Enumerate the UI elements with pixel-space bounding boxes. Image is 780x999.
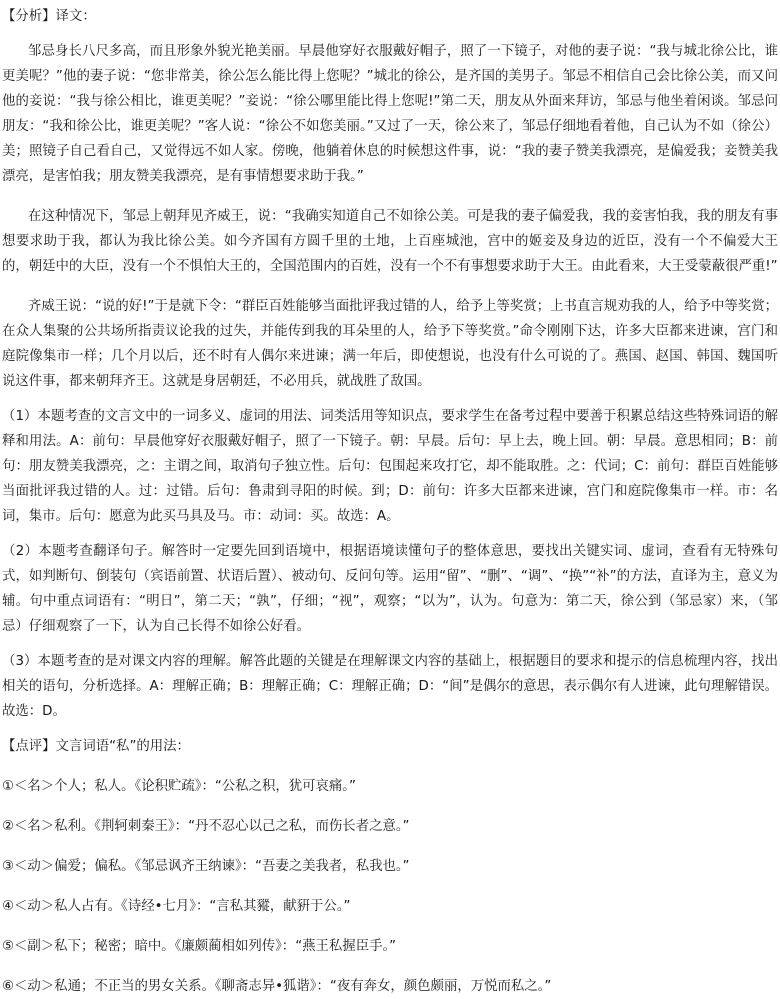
comment-item-4: ④＜动＞私人占有。《诗经•七月》：“言私其豵，献豣于公。” [2, 899, 351, 914]
translation-paragraph-2: 在这种情况下，邹忌上朝拜见齐威王，说：“我确实知道自己不如徐公美。可是我的妻子偏爱我，我的妾害怕我，我的朋友有事想要求助于我，都认为我比徐公美。如今齐国有方圆千里的土地，上百座城池，宫中的姬妾及身边的近臣，没有一个不偏爱大王的，朝廷中的大臣，没有一个不惧怕大王的，全国范围内的百姓，没有一个不有事想要求助于大王。由此看来，大王受蒙蔽很严重!” [2, 209, 778, 274]
translation-paragraph-3: 齐威王说：“说的好!”于是就下令：“群臣百姓能够当面批评我过错的人，给予上等奖赏；上书直言规劝我的人，给予中等奖赏；在众人集聚的公共场所指责议论我的过失，并能传到我的耳朵里的人，给予下等奖赏。”命令刚刚下达，许多大臣都来进谏，宫门和庭院像集市一样；几个月以后，还不时有人偶尔来进谏；满一年后，即使想说，也没有什么可说的了。燕国、赵国、韩国、魏国听说这件事，都来朝拜齐王。这就是身居朝廷，不必用兵，就战胜了敌国。 [2, 299, 778, 389]
answer-3: （3）本题考查的是对课文内容的理解。解答此题的关键是在理解课文内容的基础上，根据题目的要求和提示的信息梳理内容，找出相关的语句，分析选择。A：理解正确；B：理解正确；C：理解正确；D：“间”是偶尔的意思，表示偶尔有人进谏，此句理解错误。故选：D。 [2, 654, 778, 719]
comment-item-2: ②＜名＞私利。《荆轲刺秦王》：“丹不忍心以己之私，而伤长者之意。” [2, 819, 410, 834]
comment-header: 【点评】文言词语“私”的用法： [2, 739, 190, 754]
analysis-header: 【分析】译文： [2, 9, 96, 24]
comment-item-6: ⑥＜动＞私通；不正当的男女关系。《聊斋志异•狐谐》：“夜有奔女，颜色颇丽，万悦而私之。” [2, 979, 552, 994]
translation-paragraph-1: 邹忌身长八尺多高，而且形象外貌光艳美丽。早晨他穿好衣服戴好帽子，照了一下镜子，对他的妻子说：“我与城北徐公比，谁更美呢？”他的妻子说：“您非常美，徐公怎么能比得上您呢？”城北的徐公，是齐国的美男子。邹忌不相信自己会比徐公美，而又问他的妾说：“我与徐公相比，谁更美呢？”妾说：“徐公哪里能比得上您呢!”第二天，朋友从外面来拜访，邹忌与他坐着闲谈。邹忌问朋友：“我和徐公比，谁更美呢？”客人说：“徐公不如您美丽。”又过了一天，徐公来了，邹忌仔细地看着他，自己认为不如（徐公）美；照镜子自己看自己，又觉得远不如人家。傍晚，他躺着休息的时候想这件事，说：“我的妻子赞美我漂亮，是偏爱我；妾赞美我漂亮，是害怕我；朋友赞美我漂亮，是有事情想要求助于我。” [2, 44, 778, 184]
comment-item-3: ③＜动＞偏爱；偏私。《邹忌讽齐王纳谏》：“吾妻之美我者，私我也。” [2, 859, 410, 874]
answer-1: （1）本题考查的文言文中的一词多义、虚词的用法、词类活用等知识点，要求学生在备考过程中要善于积累总结这些特殊词语的解释和用法。A：前句：早晨他穿好衣服戴好帽子，照了一下镜子。朝：早晨。后句：早上去，晚上回。朝：早晨。意思相同；B：前句：朋友赞美我漂亮，之：主谓之间，取消句子独立性。后句：包围起来攻打它，却不能取胜。之：代词；C：前句：群臣百姓能够当面批评我过错的人。过：过错。后句：鲁肃到寻阳的时候。到；D：前句：许多大臣都来进谏，宫门和庭院像集市一样。市：名词，集市。后句：愿意为此买马具及马。市：动词：买。故选：A。 [2, 409, 778, 524]
answer-2: （2）本题考查翻译句子。解答时一定要先回到语境中，根据语境读懂句子的整体意思，要找出关键实词、虚词，查看有无特殊句式，如判断句、倒装句（宾语前置、状语后置）、被动句、反问句等。运用“留”、“删”、“调”、“换”“补”的方法，直译为主，意义为辅。句中重点词语有：“明日”，第二天；“孰”，仔细；“视”，观察；“以为”，认为。句意为：第二天，徐公到（邹忌家）来，（邹忌）仔细观察了一下，认为自己长得不如徐公好看。 [2, 544, 778, 634]
comment-item-5: ⑤＜副＞私下；秘密；暗中。《廉颇蔺相如列传》：“燕王私握臣手。” [2, 939, 397, 954]
comment-item-1: ①＜名＞个人；私人。《论积贮疏》：“公私之积，犹可哀痛。” [2, 779, 356, 794]
